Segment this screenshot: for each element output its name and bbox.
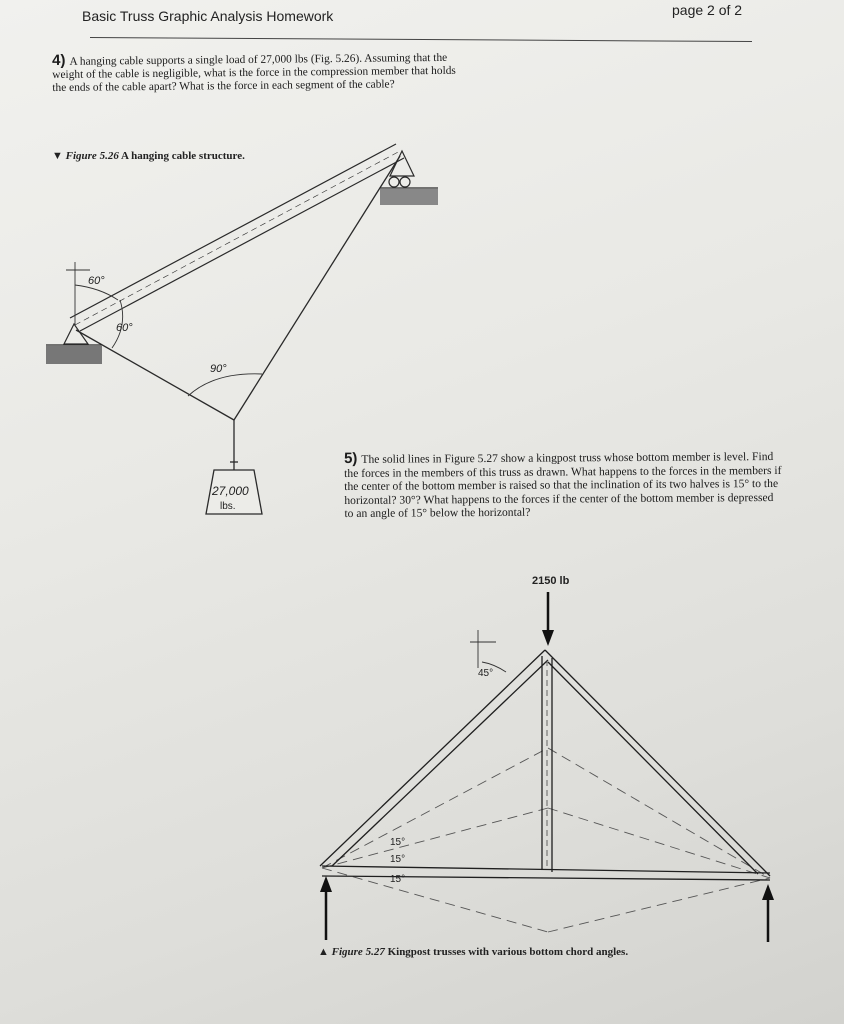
- angle-90: 90°: [210, 363, 227, 375]
- figure-526-label: Figure 5.26: [65, 150, 119, 162]
- caption-marker-down: ▼: [52, 150, 63, 162]
- caption-marker-up: ▲: [318, 946, 329, 958]
- load-arrow: [542, 592, 554, 646]
- load-unit: lbs.: [220, 501, 236, 512]
- document-title: Basic Truss Graphic Analysis Homework: [82, 8, 334, 24]
- page-indicator: page 2 of 2: [672, 2, 743, 18]
- kingpost-truss: [320, 650, 770, 880]
- problem-5-text: The solid lines in Figure 5.27 show a kingpost truss whose bottom member is level. Find the forces in the members of this truss as drawn. What happens to the forces in the members if the center of the bottom member is raised so that the inclination of its two halves is 15° to the horizontal? 30°? What happens to the forces if the center of the bottom member is depressed to an angle of 15° below the horizontal?: [344, 450, 782, 521]
- left-reaction-arrow: [320, 876, 332, 940]
- angle-60-top: 60°: [88, 275, 105, 287]
- angle-15-c: 15°: [390, 874, 406, 885]
- angle-60-lower: 60°: [116, 322, 133, 334]
- angle-15-a: 15°: [390, 837, 406, 848]
- apex-angle-45: 45°: [478, 668, 494, 679]
- problem-4-text: A hanging cable supports a single load of 27,000 lbs (Fig. 5.26). Assuming that the weight of the cable is negligible, what is the force in the compression member that holds the ends of the cable apart? What is the force in each segment of the cable?: [52, 51, 456, 95]
- figure-527-label: Figure 5.27: [331, 946, 385, 958]
- angle-15-b: 15°: [390, 854, 406, 865]
- problem-4-number: 4): [51, 51, 66, 69]
- load-value: 27,000: [212, 484, 249, 498]
- figure-527-text: Kingpost trusses with various bottom chord angles.: [387, 946, 629, 958]
- figure-526-text: A hanging cable structure.: [120, 150, 245, 162]
- problem-5-number: 5): [343, 449, 358, 467]
- apex-angle-guide: [470, 630, 506, 672]
- figure-527-caption: [318, 946, 628, 958]
- right-reaction-arrow: [762, 884, 774, 942]
- load-label-2150: 2150 lb: [532, 575, 570, 587]
